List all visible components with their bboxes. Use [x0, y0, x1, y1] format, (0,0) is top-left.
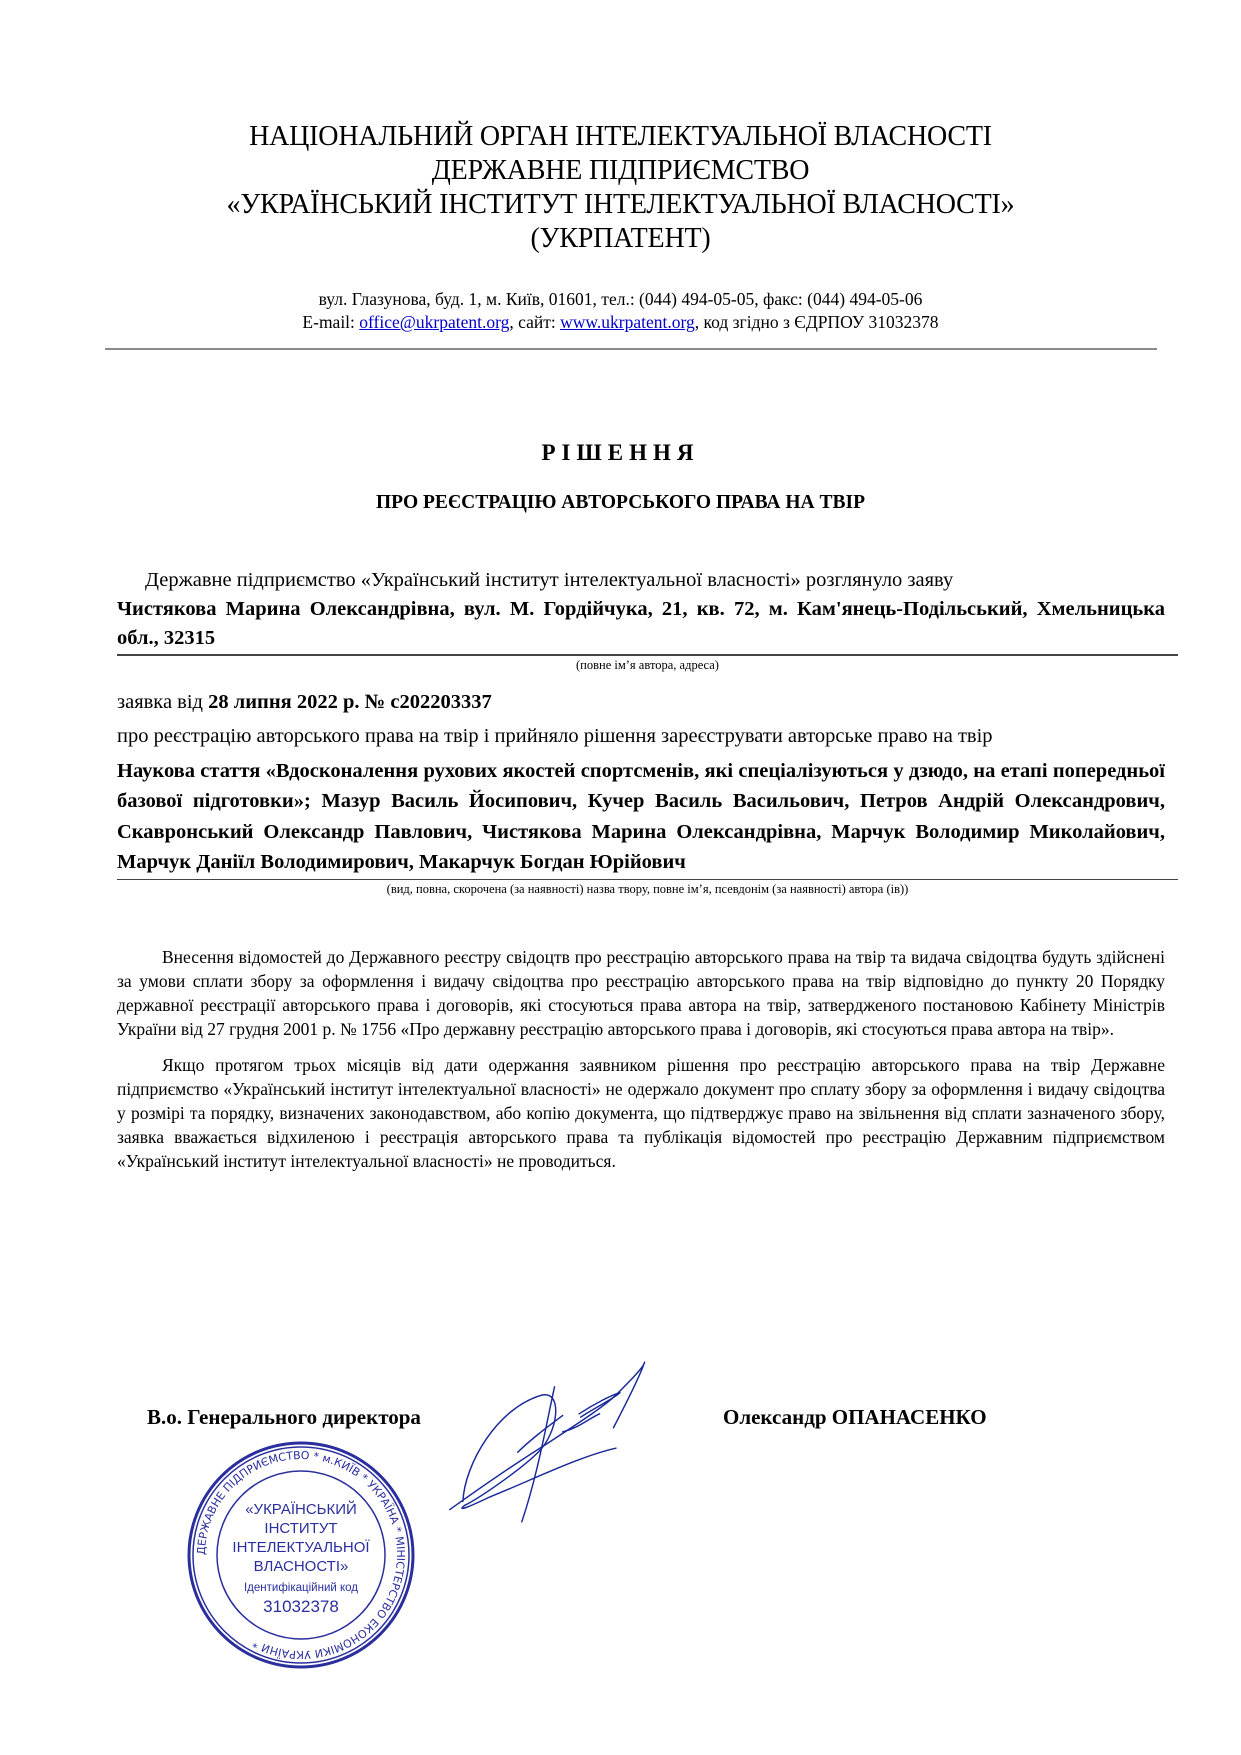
org-name-line-1: НАЦІОНАЛЬНИЙ ОРГАН ІНТЕЛЕКТУАЛЬНОЇ ВЛАСНОСТІ	[249, 121, 992, 152]
stamp-center-line-1: «УКРАЇНСЬКИЙ	[245, 1501, 357, 1518]
applicant-underline	[117, 654, 1178, 656]
stamp-center-line-2: ІНСТИТУТ	[264, 1520, 338, 1537]
applicant-name-address: Чистякова Марина Олександрівна, вул. М. Гордійчука, 21, кв. 72, м. Кам'янець-Подільський, Хмельницька обл., 32315	[117, 598, 1165, 649]
paragraph-2	[117, 1053, 1165, 1173]
org-name-line-3: «УКРАЇНСЬКИЙ ІНСТИТУТ ІНТЕЛЕКТУАЛЬНОЇ ВЛАСНОСТІ»	[226, 189, 1015, 220]
site-label: , сайт:	[509, 312, 561, 332]
stamp-center-line-4: ВЛАСНОСТІ»	[253, 1558, 349, 1575]
application-line	[117, 688, 1165, 717]
handwritten-signature	[440, 1350, 710, 1580]
paragraph-1	[117, 945, 1165, 1041]
stamp-code-label: Ідентифікаційний код	[243, 1582, 359, 1594]
paragraph-2-text: Якщо протягом трьох місяців від дати одержання заявником рішення про реєстрацію авторського права на твір Державне підприємство «Український інститут інтелектуальної власності» не одержало документ про сплату збору за оформлення і видачу свідоцтва у розмірі та порядку, визначених законодавством, або копію документа, що підтверджує право на звільнення від сплати зазначеного збору, заявка вважається відхиленою і реєстрація авторського права та публікація відомостей про реєстрацію Державним підприємством «Український інститут інтелектуальної власності» не проводиться.	[117, 1055, 1165, 1171]
decision-title: РІШЕННЯ	[541, 440, 700, 465]
address-line: вул. Глазунова, буд. 1, м. Київ, 01601, тел.: (044) 494-05-05, факс: (044) 494-05-06	[318, 289, 923, 309]
stamp-ring-text: ДЕРЖАВНЕ ПІДПРИЄМСТВО * м.КИЇВ * УКРАЇНА * МІНІСТЕРСТВО ЕКОНОМІКИ УКРАЇНИ *	[194, 1448, 408, 1662]
stamp-graphic	[186, 1440, 416, 1670]
signature-graphic	[440, 1350, 710, 1580]
contact-line	[0, 311, 1241, 333]
site-link[interactable]: www.ukrpatent.org	[560, 312, 695, 332]
main-body	[117, 566, 1165, 1173]
work-caption: (вид, повна, скорочена (за наявності) назва твору, повне ім’я, псевдонім (за наявності) автора (ів))	[386, 882, 909, 896]
application-date-number: 28 липня 2022 р. № с202203337	[208, 690, 492, 713]
applicant-caption: (повне ім’я автора, адреса)	[576, 657, 719, 672]
signatory-position: В.о. Генерального директора	[147, 1405, 421, 1429]
official-stamp	[186, 1440, 416, 1670]
org-name-line-2: ДЕРЖАВНЕ ПІДПРИЄМСТВО	[431, 155, 810, 186]
signatory-name: Олександр ОПАНАСЕНКО	[723, 1405, 987, 1429]
email-label: E-mail:	[302, 312, 360, 332]
stamp-center-line-3: ІНТЕЛЕКТУАЛЬНОЇ	[232, 1539, 370, 1556]
work-description: Наукова стаття «Вдосконалення рухових якостей спортсменів, які спеціалізуються у дзюдо, на етапі попередньої базової підготовки»; Мазур Василь Йосипович, Кучер Василь Васильович, Петров Андрій Олександрович, Скавронський Олександр Павлович, Чистякова Марина Олександрівна, Марчук Володимир Миколайович, Марчук Даніїл Володимирович, Макарчук Богдан Юрійович	[117, 759, 1165, 873]
paragraph-1-text: Внесення відомостей до Державного реєстру свідоцтв про реєстрацію авторського права на твір та видача свідоцтва будуть здійснені за умови сплати збору за оформлення і видачу свідоцтва про реєстрацію авторського права на твір відповідно до пункту 20 Порядку державної реєстрації авторського права і договорів, які стосуються права автора на твір, затвердженого постановою Кабінету Міністрів України від 27 грудня 2001 р. № 1756 «Про державну реєстрацію авторського права і договорів, які стосуються права автора на твір».	[117, 947, 1165, 1039]
decision-subtitle: ПРО РЕЄСТРАЦІЮ АВТОРСЬКОГО ПРАВА НА ТВІР	[375, 492, 866, 513]
email-link[interactable]: office@ukrpatent.org	[359, 312, 510, 332]
stamp-code: 31032378	[263, 1597, 339, 1616]
org-name-line-4: (УКРПАТЕНТ)	[530, 223, 711, 254]
application-decision-text: про реєстрацію авторського права на твір і прийняло рішення зареєструвати авторське право на твір	[117, 724, 993, 747]
work-underline	[117, 879, 1178, 881]
header-divider	[105, 348, 1157, 350]
code-text: , код згідно з ЄДРПОУ 31032378	[694, 312, 939, 332]
applicant-intro: Державне підприємство «Український інститут інтелектуальної власності» розглянуло заяву	[145, 569, 954, 591]
application-prefix: заявка від	[117, 690, 209, 713]
